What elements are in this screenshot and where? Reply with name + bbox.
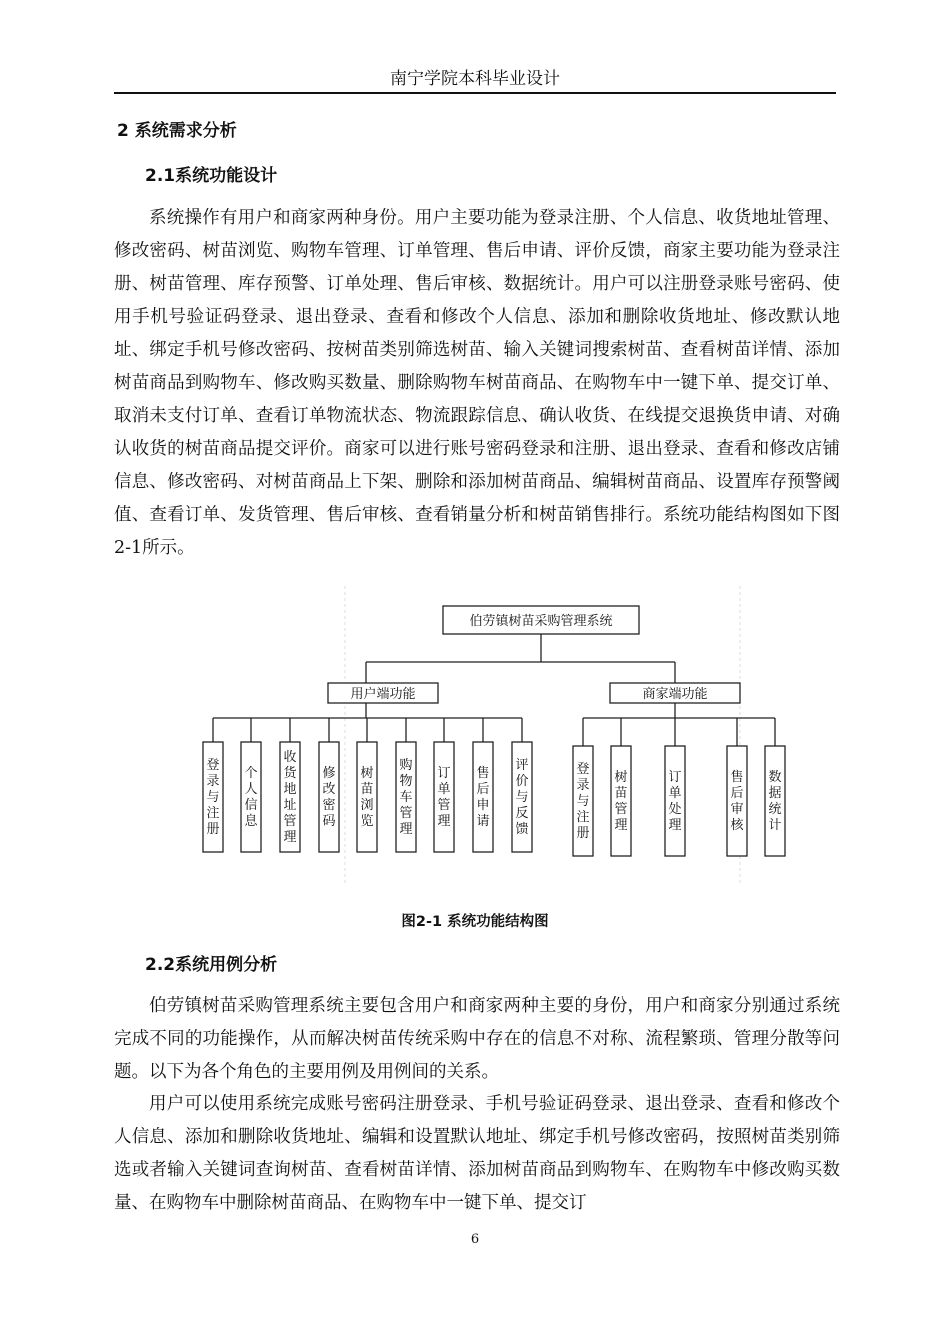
subsection-heading-2-2: 2.2系统用例分析: [145, 955, 278, 975]
user-leaf-label: 评价与反馈: [515, 758, 529, 837]
user-branch-label: 用户端功能: [350, 687, 416, 702]
merchant-leaf-box: [611, 746, 631, 856]
paragraph-user-usecases: 用户可以使用系统完成账号密码注册登录、手机号验证码登录、退出登录、查看和修改个人信息、添加和删除收货地址、编辑和设置默认地址、绑定手机号修改密码，按照树苗类别筛选或者输入关键词查询树苗、查看树苗详情、添加树苗商品到购物车、在购物车中修改购买数量、在购物车中删除树苗商品、在购物车中一键下单、提交订: [114, 1094, 840, 1213]
merchant-leaf-label: 树苗管理: [614, 770, 628, 833]
page-number: 6: [470, 1232, 480, 1247]
user-leaf-label: 个人信息: [244, 766, 258, 829]
section-heading: 2 系统需求分析: [117, 121, 237, 141]
figure-caption: 图2-1 系统功能结构图: [401, 914, 549, 930]
user-leaf-box: [473, 742, 493, 852]
diagram-svg: [195, 586, 795, 886]
user-leaf-box: [434, 742, 454, 852]
user-leaf-label: 购物车管理: [399, 758, 413, 837]
header-rule: [114, 92, 836, 94]
user-leaf-box: [241, 742, 261, 852]
merchant-leaf-label: 数据统计: [768, 770, 782, 833]
root-label: 伯劳镇树苗采购管理系统: [469, 614, 613, 629]
user-leaf-box: [357, 742, 377, 852]
subsection-heading-2-1: 2.1系统功能设计: [145, 166, 278, 186]
running-header: 南宁学院本科毕业设计: [390, 69, 560, 89]
function-structure-diagram: [195, 586, 795, 886]
user-leaf-label: 登录与注册: [206, 758, 220, 837]
user-leaf-label: 修改密码: [322, 766, 336, 829]
merchant-branch-label: 商家端功能: [642, 687, 708, 702]
merchant-leaf-label: 售后审核: [730, 770, 744, 833]
user-leaf-label: 售后申请: [476, 766, 490, 829]
user-leaf-box: [319, 742, 339, 852]
paragraph-usecase-intro: 伯劳镇树苗采购管理系统主要包含用户和商家两种主要的身份，用户和商家分别通过系统完成不同的功能操作，从而解决树苗传统采购中存在的信息不对称、流程繁琐、管理分散等问题。以下为各个角色的主要用例及用例间的关系。: [114, 996, 840, 1082]
user-leaf-label: 收货地址管理: [283, 750, 297, 845]
paragraph-function-design: 系统操作有用户和商家两种身份。用户主要功能为登录注册、个人信息、收货地址管理、修改密码、树苗浏览、购物车管理、订单管理、售后申请、评价反馈，商家主要功能为登录注册、树苗管理、库存预警、订单处理、售后审核、数据统计。用户可以注册登录账号密码、使用手机号验证码登录、退出登录、查看和修改个人信息、添加和删除收货地址、修改默认地址、绑定手机号修改密码、按树苗类别筛选树苗、输入关键词搜索树苗、查看树苗详情、添加树苗商品到购物车、修改购买数量、删除购物车树苗商品、在购物车中一键下单、提交订单、取消未支付订单、查看订单物流状态、物流跟踪信息、确认收货、在线提交退换货申请、对确认收货的树苗商品提交评价。商家可以进行账号密码登录和注册、退出登录、查看和修改店铺信息、修改密码、对树苗商品上下架、删除和添加树苗商品、编辑树苗商品、设置库存预警阈值、查看订单、发货管理、售后审核、查看销量分析和树苗销售排行。系统功能结构图如下图2-1所示。: [114, 208, 840, 558]
user-leaf-label: 订单管理: [437, 766, 451, 829]
merchant-leaf-box: [665, 746, 685, 856]
leaf-layer: [203, 742, 785, 856]
user-leaf-label: 树苗浏览: [360, 766, 374, 829]
merchant-leaf-box: [765, 746, 785, 856]
merchant-leaf-box: [727, 746, 747, 856]
merchant-leaf-label: 登录与注册: [576, 762, 590, 841]
merchant-leaf-label: 订单处理: [668, 770, 682, 833]
